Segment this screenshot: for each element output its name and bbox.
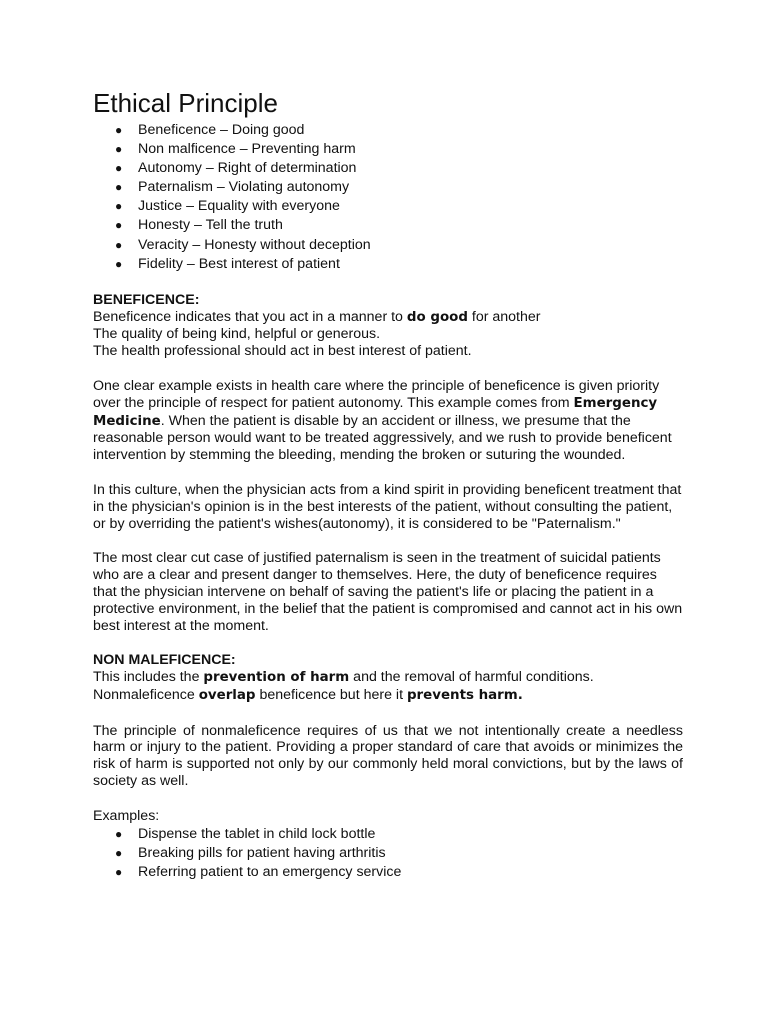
- list-item-text: Paternalism – Violating autonomy: [138, 179, 350, 196]
- list-item-text: Referring patient to an emergency service: [138, 863, 402, 880]
- list-item: [93, 140, 683, 159]
- bullet-icon: ●: [115, 123, 123, 137]
- bullet-icon: ●: [115, 218, 123, 233]
- list-item-text: Honesty – Tell the truth: [138, 217, 283, 234]
- examples-label: Examples:: [93, 807, 160, 824]
- list-item-text: Justice – Equality with everyone: [138, 198, 340, 215]
- list-item: [93, 178, 683, 197]
- list-item-text: Fidelity – Best interest of patient: [138, 255, 340, 272]
- beneficence-heading: BENEFICENCE:: [93, 291, 200, 308]
- bullet-icon: ●: [115, 826, 123, 841]
- list-item: [93, 121, 683, 140]
- list-item-text: Autonomy – Right of determination: [138, 160, 357, 177]
- list-item: [93, 236, 683, 255]
- principles-list: [93, 121, 683, 274]
- list-item-text: Non malficence – Preventing harm: [138, 141, 356, 158]
- bullet-icon: ●: [115, 142, 123, 157]
- bullet-icon: ●: [115, 845, 123, 860]
- beneficence-quality: The quality of being kind, helpful or generous.: [93, 326, 381, 343]
- list-item: [93, 825, 683, 844]
- nonmaleficence-heading: NON MALEFICENCE:: [93, 652, 236, 669]
- nonmaleficence-principle-paragraph: The principle of nonmaleficence requires of us that we not intentionally create a needless harm or injury to the patient. Providing a proper standard of care that avoids or minimizes the risk of harm is supported not only by our commonly held moral convictions, but by the laws of society as well.: [93, 722, 683, 790]
- bullet-icon: ●: [115, 161, 123, 176]
- document-page: [93, 88, 683, 882]
- list-item: [93, 255, 683, 274]
- nonmaleficence-overlap: Nonmaleficence overlap beneficence but here it prevents harm.: [93, 686, 523, 703]
- list-item: [93, 216, 683, 235]
- justified-paternalism-paragraph: The most clear cut case of justified paternalism is seen in the treatment of suicidal patients who are a clear and present danger to themselves. Here, the duty of beneficence requires that the physician intervene on behalf of saving the patient's life or placing the patient in a protective environment, in the belief that the patient is compromised and cannot act in his own best interest at the moment.: [93, 550, 683, 634]
- bullet-icon: ●: [115, 256, 123, 271]
- list-item: [93, 844, 683, 863]
- bullet-icon: ●: [115, 237, 123, 252]
- list-item-text: Breaking pills for patient having arthritis: [138, 844, 386, 861]
- nonmaleficence-definition: This includes the prevention of harm and the removal of harmful conditions.: [93, 669, 594, 686]
- beneficence-example-paragraph: One clear example exists in health care where the principle of beneficence is given priority over the principle of respect for patient autonomy. This example comes from Emergency Medicine. When the patient is disable by an accident or illness, we presume that the reasonable person would want to be treated aggressively, and we rush to provide beneficent intervention by stemming the bleeding, mending the broken or suturing the wounded.: [93, 377, 672, 464]
- list-item: [93, 159, 683, 178]
- list-item-text: Beneficence – Doing good: [138, 122, 305, 138]
- beneficence-definition: Beneficence indicates that you act in a manner to do good for another: [93, 308, 541, 325]
- list-item: [93, 863, 683, 882]
- bullet-icon: ●: [115, 180, 123, 195]
- list-item-text: Dispense the tablet in child lock bottle: [138, 825, 376, 842]
- paternalism-paragraph: In this culture, when the physician acts from a kind spirit in providing beneficent treatment that in the physician's opinion is in the best interests of the patient, without consulting the patient, or by overriding the patient's wishes(autonomy), it is considered to be "Paternalism.": [93, 481, 682, 532]
- document-title: Ethical Principle: [93, 88, 278, 118]
- bullet-icon: ●: [115, 864, 123, 879]
- list-item: [93, 197, 683, 216]
- bullet-icon: ●: [115, 199, 123, 214]
- examples-list: [93, 825, 683, 882]
- list-item-text: Veracity – Honesty without deception: [138, 236, 371, 253]
- beneficence-professional: The health professional should act in best interest of patient.: [93, 343, 472, 360]
